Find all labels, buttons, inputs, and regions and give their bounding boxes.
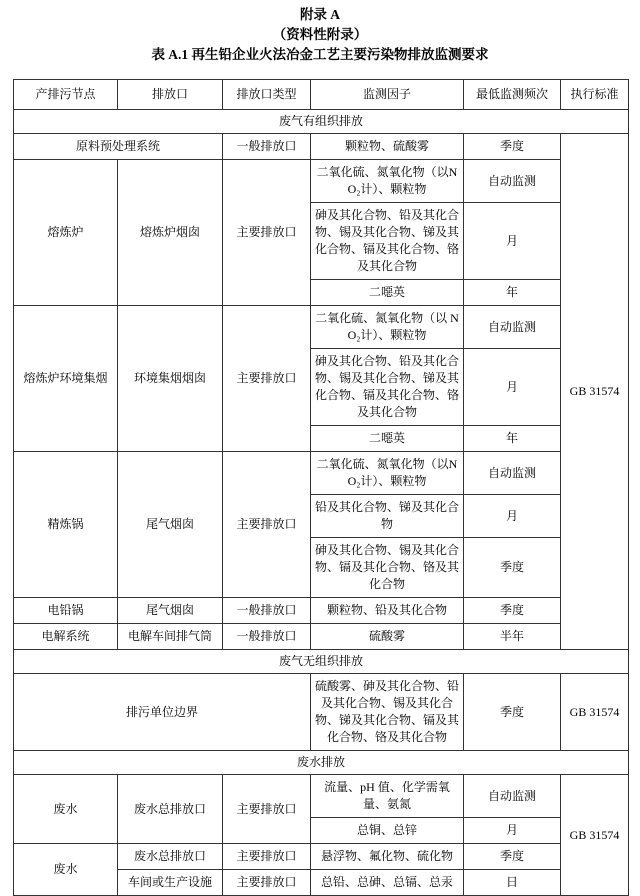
table-cell: 砷及其化合物、铅及其化合物、锡及其化合物、锑及其化合物、镉及其化合物、铬及其化合物	[311, 349, 464, 426]
header-cell: 产排污节点	[14, 80, 118, 110]
table-cell: 年	[464, 426, 561, 452]
table-cell: 砷及其化合物、锡及其化合物、镉及其化合物、铬及其化合物	[311, 538, 464, 598]
table-cell: 二氧化硫、氮氧化物（以NO₂计）、颗粒物	[311, 452, 464, 495]
table-cell: 流量、pH 值、化学需氧量、氨氮	[311, 775, 464, 818]
table-cell: 电解系统	[14, 624, 118, 650]
table-cell: 颗粒物、铅及其化合物	[311, 598, 464, 624]
table-cell: 季度	[464, 134, 561, 160]
table-cell: 月	[464, 349, 561, 426]
table-body	[14, 110, 629, 896]
table-cell: 悬浮物、氟化物、硫化物	[311, 844, 464, 870]
table-cell: 一般排放口	[223, 624, 311, 650]
section-title-cell: 废水排放	[14, 751, 629, 775]
table-cell: 主要排放口	[223, 775, 311, 844]
table-cell: 一般排放口	[223, 598, 311, 624]
header-row	[14, 80, 629, 110]
section-row	[14, 110, 629, 134]
table-header	[14, 80, 629, 110]
table-cell: GB 31574	[561, 775, 629, 896]
section-row	[14, 751, 629, 775]
table-cell: 车间或生产设施	[118, 870, 223, 896]
table-cell: 砷及其化合物、铅及其化合物、锡及其化合物、锑及其化合物、镉及其化合物、铬及其化合物	[311, 203, 464, 280]
monitoring-table	[13, 79, 629, 896]
table-cell: 熔炼炉烟囱	[118, 160, 223, 306]
table-cell: 电铅锅	[14, 598, 118, 624]
table-cell: 自动监测	[464, 452, 561, 495]
table-cell: 月	[464, 495, 561, 538]
appendix-title: 附录 A	[299, 7, 341, 22]
table-cell: 主要排放口	[223, 844, 311, 870]
table-cell: 自动监测	[464, 306, 561, 349]
table-cell: 熔炼炉	[14, 160, 118, 306]
table-cell: 二氧化硫、氮氧化物（以 NO₂计）、颗粒物	[311, 306, 464, 349]
table-row	[14, 844, 629, 870]
section-title-cell: 废气有组织排放	[14, 110, 629, 134]
table-cell: 季度	[464, 598, 561, 624]
table-cell: 月	[464, 203, 561, 280]
table-cell: 硫酸雾	[311, 624, 464, 650]
table-row	[14, 452, 629, 495]
header-cell: 排放口	[118, 80, 223, 110]
table-cell: 排污单位边界	[14, 674, 311, 751]
table-cell: 季度	[464, 844, 561, 870]
table-cell: 环境集烟烟囱	[118, 306, 223, 452]
table-cell: 自动监测	[464, 775, 561, 818]
table-row	[14, 674, 629, 751]
table-cell: GB 31574	[561, 674, 629, 751]
section-row	[14, 650, 629, 674]
table-caption: 表 A.1 再生铅企业火法冶金工艺主要污染物排放监测要求	[151, 47, 489, 62]
table-row	[14, 134, 629, 160]
table-cell: 熔炼炉环境集烟	[14, 306, 118, 452]
header-cell: 执行标准	[561, 80, 629, 110]
table-cell: 年	[464, 280, 561, 306]
table-cell: 尾气烟囱	[118, 452, 223, 598]
table-cell: 总铜、总锌	[311, 818, 464, 844]
table-cell: 废水总排放口	[118, 775, 223, 844]
table-cell: 主要排放口	[223, 870, 311, 896]
table-row	[14, 160, 629, 203]
table-cell: 二噁英	[311, 426, 464, 452]
table-cell: 二噁英	[311, 280, 464, 306]
table-row	[14, 598, 629, 624]
table-cell: 主要排放口	[223, 452, 311, 598]
table-cell: 总铅、总砷、总镉、总汞	[311, 870, 464, 896]
section-title-cell: 废气无组织排放	[14, 650, 629, 674]
header-cell: 排放口类型	[223, 80, 311, 110]
header-cell: 最低监测频次	[464, 80, 561, 110]
table-cell: 季度	[464, 538, 561, 598]
table-row	[14, 624, 629, 650]
table-cell: 月	[464, 818, 561, 844]
table-cell: 颗粒物、硫酸雾	[311, 134, 464, 160]
table-cell: 自动监测	[464, 160, 561, 203]
appendix-note: （资料性附录）	[272, 27, 368, 42]
table-cell: 原料预处理系统	[14, 134, 223, 160]
table-cell: GB 31574	[561, 134, 629, 650]
header-cell: 监测因子	[311, 80, 464, 110]
table-cell: 主要排放口	[223, 306, 311, 452]
table-cell: 铅及其化合物、锑及其化合物	[311, 495, 464, 538]
table-cell: 硫酸雾、砷及其化合物、铅及其化合物、锡及其化合物、锑及其化合物、镉及其化合物、铬及其化合物	[311, 674, 464, 751]
table-cell: 废水	[14, 844, 118, 896]
table-cell: 电解车间排气筒	[118, 624, 223, 650]
table-cell: 季度	[464, 674, 561, 751]
table-cell: 废水	[14, 775, 118, 844]
table-cell: 主要排放口	[223, 160, 311, 306]
table-cell: 精炼锅	[14, 452, 118, 598]
table-cell: 二氧化硫、氮氧化物（以NO₂计）、颗粒物	[311, 160, 464, 203]
table-cell: 半年	[464, 624, 561, 650]
title-block	[0, 5, 640, 65]
table-row	[14, 306, 629, 349]
table-cell: 日	[464, 870, 561, 896]
table-cell: 废水总排放口	[118, 844, 223, 870]
table-cell: 尾气烟囱	[118, 598, 223, 624]
table-row	[14, 775, 629, 818]
table-cell: 一般排放口	[223, 134, 311, 160]
